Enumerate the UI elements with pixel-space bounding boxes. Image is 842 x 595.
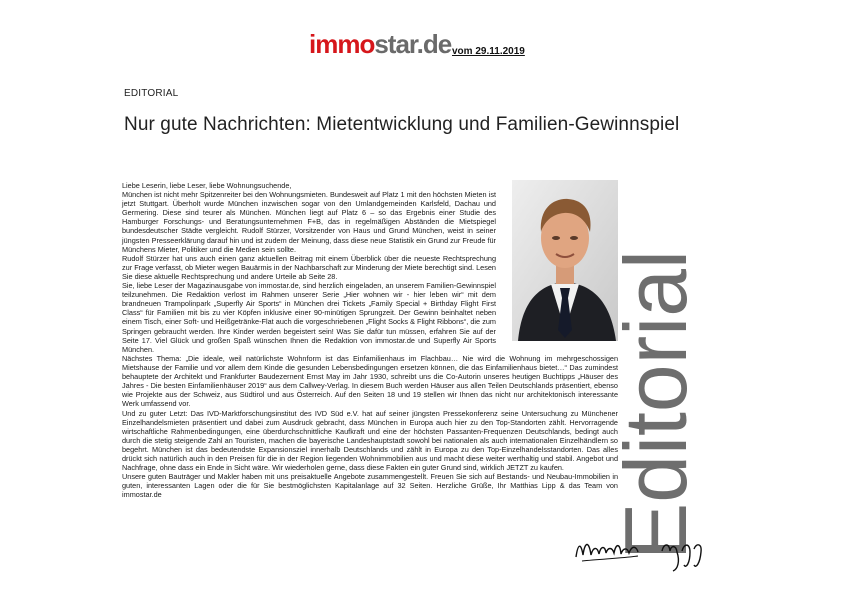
logo-part-immo: immo xyxy=(309,29,375,59)
article-paragraph: Nächstes Thema: „Die ideale, weil natürlichste Wohnform ist das Einfamilienhaus im Flachbau… Nie wird die Wohnung im mehrgeschossigen Mietshause der Familie und vor allem dem Kinde die gesunden Lebensbedingungen ersetzen können, die das Einfamilienhaus bietet…“ Das zumindest behauptete der Architekt und Frankfurter Baudezernent Ernst May im Jahr 1930, schreibt uns die Co-Autorin unseres heutigen Buchtipps „Häuser des Jahres - Die besten Einfamilienhäuser 2019“ aus dem Callwey-Verlag. In diesem Buch werden Häuser aus allen Teilen Deutschlands präsentiert, ebenso wie Projekte aus der Schweiz, aus Südtirol und aus Österreich. Auf den Seiten 18 und 19 stellen wir Ihnen das nicht nur architektonisch interessante Werk umfassend vor. xyxy=(122,354,618,409)
signature-image xyxy=(572,525,718,573)
immostar-logo xyxy=(309,29,451,59)
issue-date: vom 29.11.2019 xyxy=(452,46,525,57)
article-paragraph: Rudolf Stürzer hat uns auch einen ganz aktuellen Beitrag mit einem Überblick über die neueste Rechtsprechung zur Frage verfasst, ob Mieter wegen Bauärmis in der Nachbarschaft zur Minderung der Miete berechtigt sind. Lesen Sie diese aktuelle Rechtsprechung und andere Urteile ab Seite 28. xyxy=(122,253,496,281)
article-paragraph: Und zu guter Letzt: Das IVD-Marktforschungsinstitut des IVD Süd e.V. hat auf seiner jüngsten Pressekonferenz seine Untersuchung zu Münchener Einzelhandelsmieten präsentiert und dabei zum Ausdruck gebracht, dass München in Europa auch hier zu den Top-Standorten zählt. Hervorragende wirtschaftliche Rahmenbedingungen, eine überdurchschnittliche Kaufkraft und eine der höchsten Passanten-Frequenzen Deutschlands, bedingt auch durch die stetig steigende Zahl an Touristen, machen die bayerische Landeshauptstadt sowohl bei nationalen als auch internationalen Einzelhändlern so begehrt. München ist das bedeutendste Expansionsziel innerhalb Deutschlands und zählt in Europa zu den Top-Einzelhandelsstandorten. Das alles drückt sich natürlich auch in den Preisen für die in der Region liegenden Wohnimmobilien aus und macht diese weiter werthaltig und stabil. Angebot und Nachfrage, ohne dass ein Ende in Sicht wäre. Wir wiederholen gerne, dass diese Fakten ein guter Grund sind, wirklich JETZT zu kaufen. xyxy=(122,408,618,473)
article-paragraph: München ist nicht mehr Spitzenreiter bei den Wohnungsmieten. Bundesweit auf Platz 1 mit den höchsten Mieten ist jetzt Stuttgart. Überholt wurde München inzwischen sogar von den Umlandgemeinden Karlsfeld, Dachau und Germering. Diese sind teurer als München. München liegt auf Platz 6 – so das Ergebnis einer Studie des Hamburger Forschungs- und Beratungsunternehmen F+B, das in regelmäßigen Abständen die Mietspiegel bundesdeutscher Städte vergleicht. Rudolf Stürzer, Vorsitzender von Haus und Grund München, weist in seiner jüngsten Presseerklärung darauf hin und ist zudem der Meinung, dass diese neue Statistik ein Grund zur Freude für Münchens Mieter, Politiker und die Medien sein sollte. xyxy=(122,190,496,254)
portrait-illustration xyxy=(512,180,618,341)
section-label: EDITORIAL xyxy=(124,88,179,99)
logo-part-star: star.de xyxy=(374,29,452,59)
article-paragraph: Unsere guten Bauträger und Makler haben mit uns preisaktuelle Angebote zusammengestellt. Freuen Sie sich auf Bestands- und Neubau-Immobilien in guten, interessanten Lagen oder die für Sie bestmöglichsten Kapitalanlage auf 32 Seiten. Herzliche Grüße, Ihr Matthias Lipp & das Team von immostar.de xyxy=(122,472,618,500)
article-fullwidth xyxy=(122,354,618,500)
handwritten-signature xyxy=(572,525,718,573)
article-greeting: Liebe Leserin, liebe Leser, liebe Wohnungsuchende, xyxy=(122,181,292,190)
headline: Nur gute Nachrichten: Mietentwicklung und Familien-Gewinnspiel xyxy=(124,114,680,135)
article-column xyxy=(122,181,496,354)
author-portrait-photo xyxy=(512,180,618,341)
vertical-title-text: Editorial xyxy=(606,242,705,560)
article-paragraph: Sie, liebe Leser der Magazinausgabe von immostar.de, sind herzlich eingeladen, an unserem Familien-Gewinnspiel teilzunehmen. Die Redaktion verlost im Rahmen unserer Serie „Hier wohnen wir - hier leben wir“ mit dem brandneuen Trampolinpark „Superfly Air Sports“ in München drei Tickets „Family Special + Birthday Flight First Class“ für Familien mit bis zu vier Köpfen inklusive einer 90-minütigen Sprungzeit. Der Gewinn beinhaltet neben einem Tisch, einer Soft- und Heißgetränke-Flat auch die vorgeschriebenen „Flight Socks & Flight Ribbons“, die zum Springen gebraucht werden. Ihre Kinder werden begeistert sein! Was Sie dafür tun müssen, erfahren Sie auf der Seite 17. Viel Glück und großen Spaß wünschen Ihnen die Redaktion von immostar.de und Superfly Air Sports München. xyxy=(122,281,496,354)
